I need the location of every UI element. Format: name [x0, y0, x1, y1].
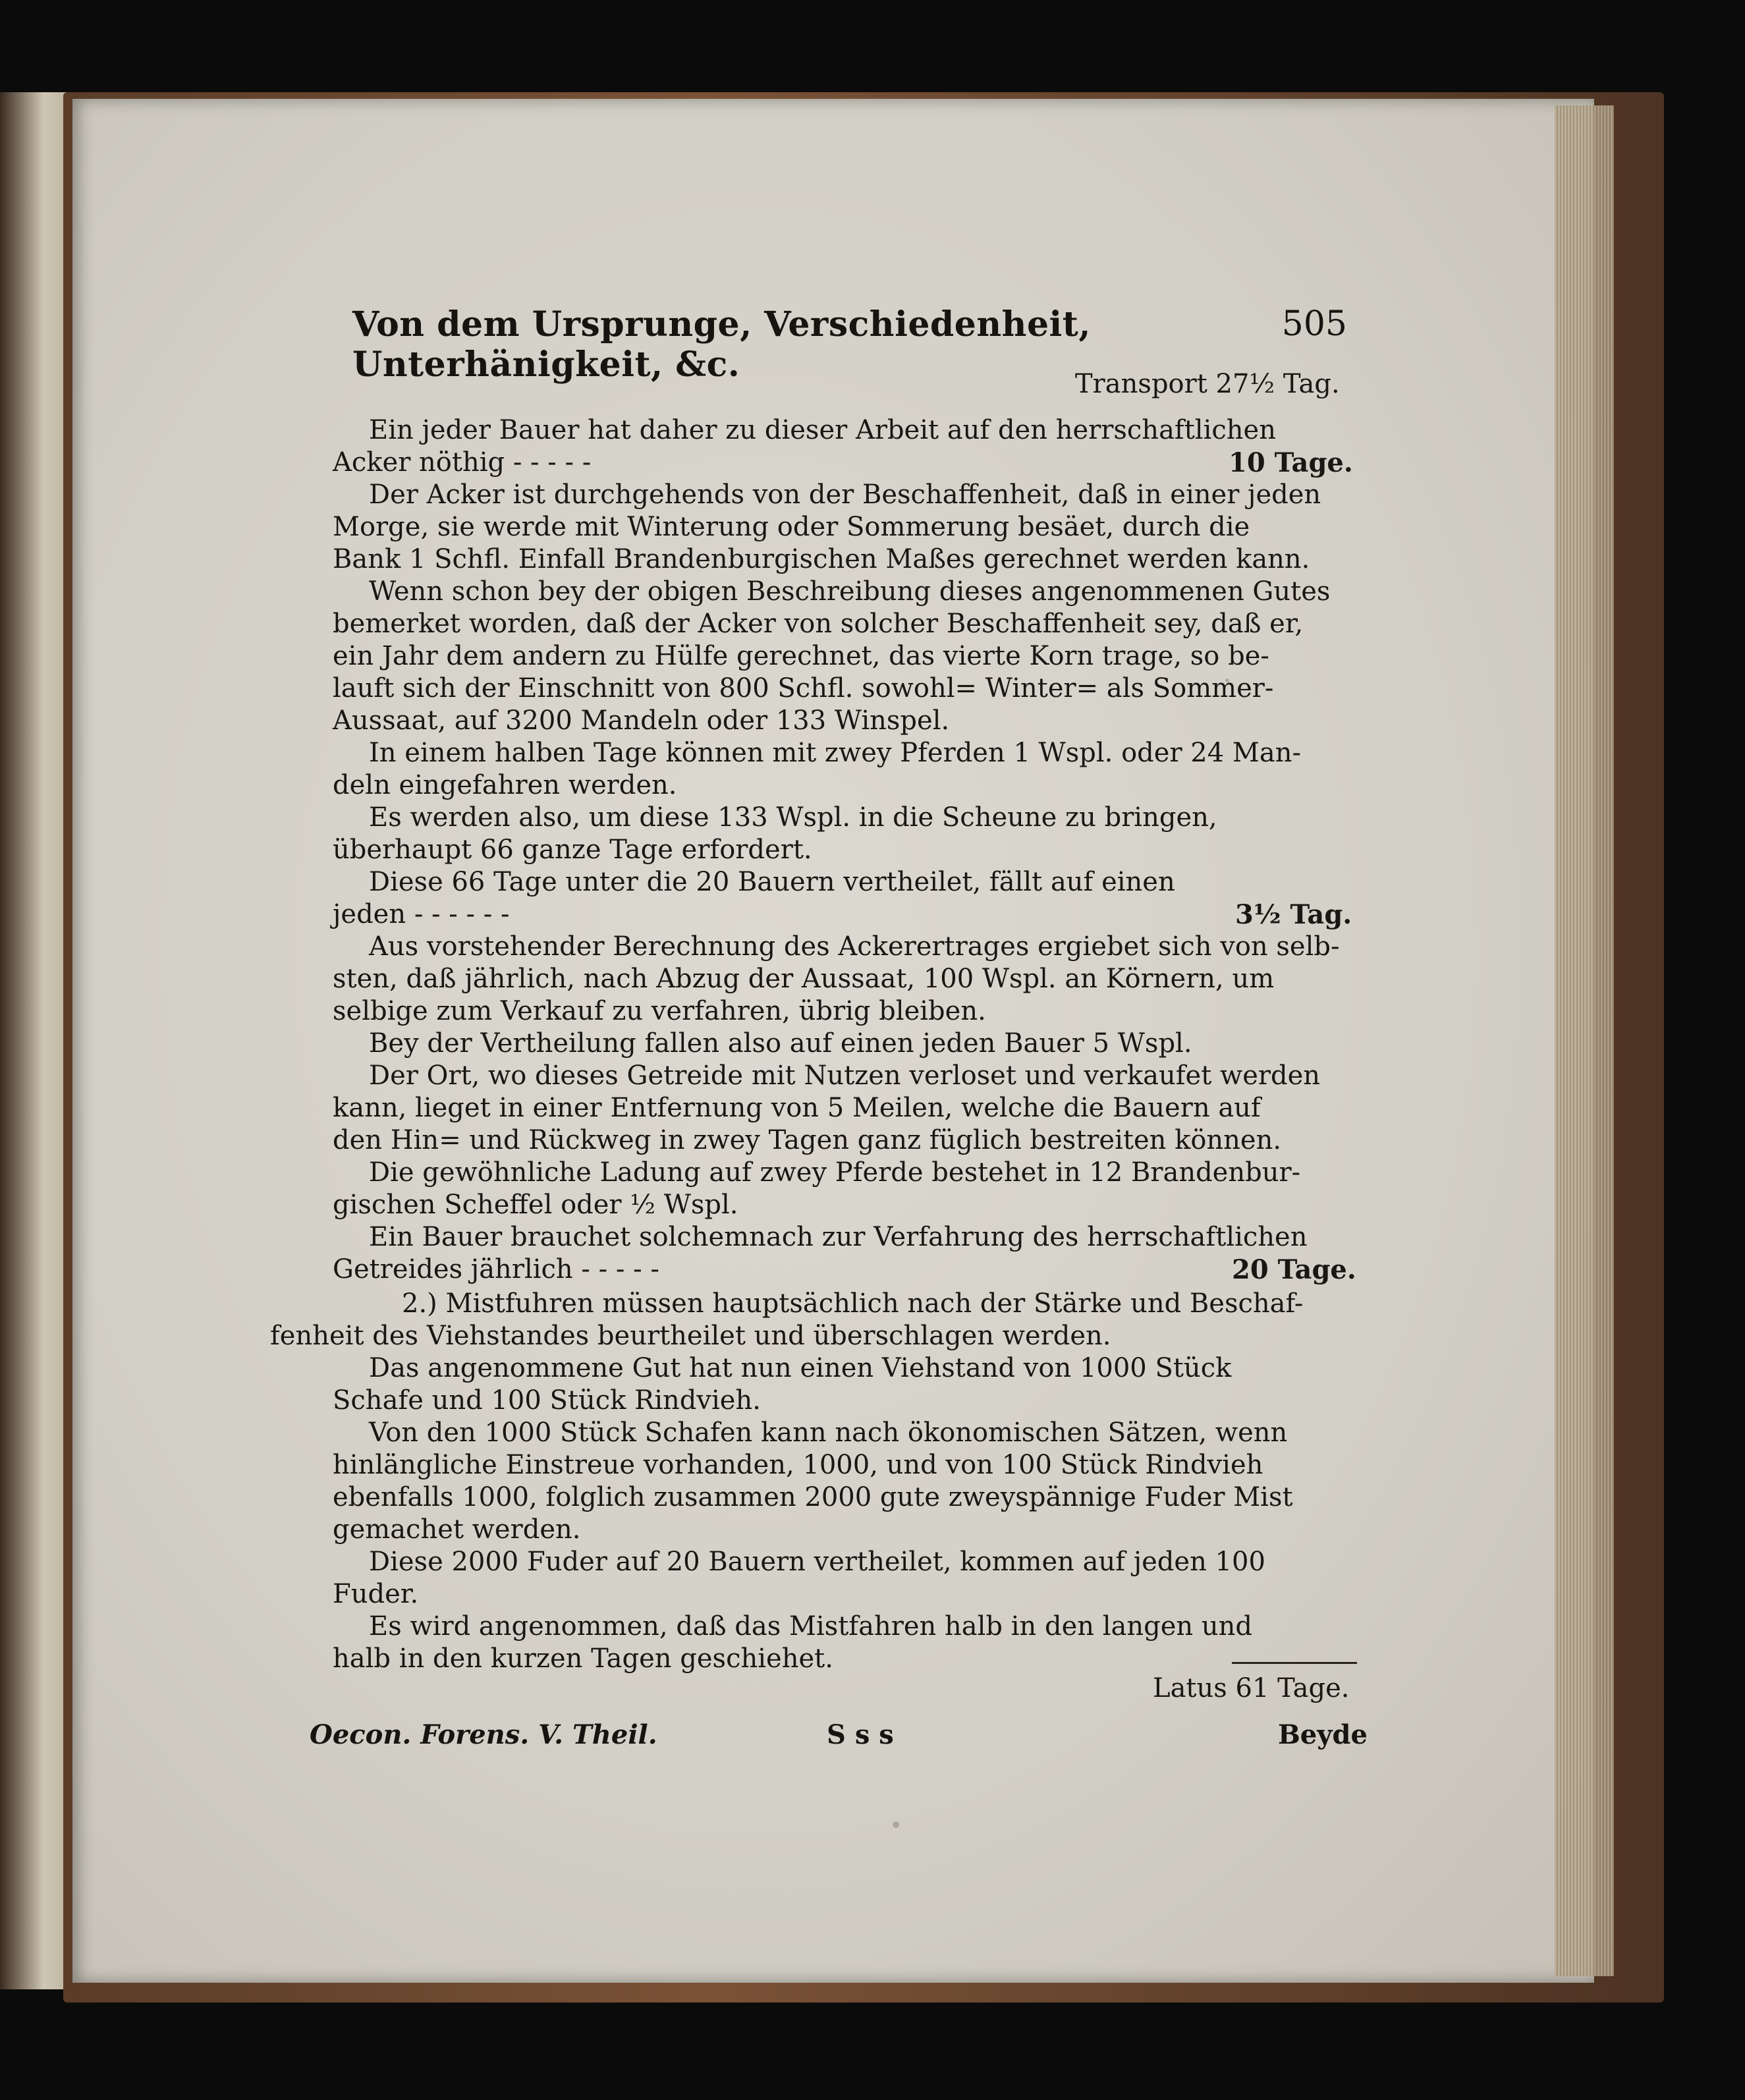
text-line: Ein Bauer brauchet solchemnach zur Verfahrung des herrschaftlichen: [369, 1222, 1308, 1252]
footer-catchword: Beyde: [1278, 1719, 1368, 1750]
text-line: Getreides jährlich - - - - -: [333, 1254, 659, 1285]
text-line: Bey der Vertheilung fallen also auf einen jeden Bauer 5 Wspl.: [369, 1028, 1192, 1059]
text-line: Fuder.: [333, 1579, 419, 1609]
text-line: Aussaat, auf 3200 Mandeln oder 133 Winspel.: [333, 705, 950, 736]
text-line: Es wird angenommen, daß das Mistfahren halb in den langen und: [369, 1611, 1253, 1642]
text-line: Das angenommene Gut hat nun einen Viehstand von 1000 Stück: [369, 1353, 1232, 1383]
text-line: In einem halben Tage können mit zwey Pferden 1 Wspl. oder 24 Man-: [369, 738, 1301, 768]
text-line: deln eingefahren werden.: [333, 770, 677, 800]
running-header-title: Von dem Ursprunge, Verschiedenheit, Unterhänigkeit, &c.: [352, 304, 1091, 385]
text-line: ein Jahr dem andern zu Hülfe gerechnet, das vierte Korn trage, so be-: [333, 641, 1269, 671]
footer-signature: Oecon. Forens. V. Theil.: [310, 1719, 657, 1750]
text-line: jeden - - - - - -: [333, 899, 510, 929]
paper-speck: [893, 1821, 899, 1828]
text-line: Die gewöhnliche Ladung auf zwey Pferde bestehet in 12 Brandenbur-: [369, 1157, 1301, 1188]
text-line: Der Ort, wo dieses Getreide mit Nutzen verloset und verkaufet werden: [369, 1061, 1321, 1091]
text-line: Acker nöthig - - - - -: [333, 447, 592, 478]
margin-value-3: 20 Tage.: [1232, 1254, 1356, 1285]
text-line: Es werden also, um diese 133 Wspl. in die Scheune zu bringen,: [369, 802, 1217, 833]
sum-rule: [1232, 1662, 1357, 1664]
text-line: den Hin= und Rückweg in zwey Tagen ganz füglich bestreiten können.: [333, 1125, 1282, 1155]
text-line: selbige zum Verkauf zu verfahren, übrig bleiben.: [333, 996, 986, 1026]
text-line: sten, daß jährlich, nach Abzug der Aussaat, 100 Wspl. an Körnern, um: [333, 964, 1275, 994]
text-line: Morge, sie werde mit Winterung oder Sommerung besäet, durch die: [333, 512, 1250, 542]
text-line: kann, lieget in einer Entfernung von 5 Meilen, welche die Bauern auf: [333, 1093, 1261, 1123]
text-line: Bank 1 Schfl. Einfall Brandenburgischen Maßes gerechnet werden kann.: [333, 544, 1310, 574]
text-line: halb in den kurzen Tagen geschiehet.: [333, 1644, 833, 1674]
text-line: Ein jeder Bauer hat daher zu dieser Arbeit auf den herrschaftlichen: [369, 415, 1276, 445]
margin-value-2: 3½ Tag.: [1235, 899, 1352, 930]
text-line: Von den 1000 Stück Schafen kann nach ökonomischen Sätzen, wenn: [369, 1418, 1288, 1448]
text-line: hinlängliche Einstreue vorhanden, 1000, und von 100 Stück Rindvieh: [333, 1450, 1263, 1480]
text-line: lauft sich der Einschnitt von 800 Schfl. sowohl= Winter= als Sommer-: [333, 673, 1274, 704]
latus-line: Latus 61 Tage.: [1153, 1673, 1350, 1703]
page-number: 505: [1281, 304, 1347, 344]
text-line: Schafe und 100 Stück Rindvieh.: [333, 1385, 761, 1416]
text-line: gemachet werden.: [333, 1514, 581, 1545]
transport-line: Transport 27½ Tag.: [1075, 369, 1340, 399]
page-stack-edge: [1555, 105, 1614, 1976]
text-line: Diese 2000 Fuder auf 20 Bauern vertheilet, kommen auf jeden 100: [369, 1547, 1265, 1577]
text-line: Diese 66 Tage unter die 20 Bauern vertheilet, fällt auf einen: [369, 867, 1175, 897]
text-line: bemerket worden, daß der Acker von solcher Beschaffenheit sey, daß er,: [333, 609, 1304, 639]
text-line: gischen Scheffel oder ½ Wspl.: [333, 1190, 738, 1220]
text-line: Wenn schon bey der obigen Beschreibung dieses angenommenen Gutes: [369, 576, 1331, 607]
text-line: Der Acker ist durchgehends von der Beschaffenheit, daß in einer jeden: [369, 480, 1321, 510]
margin-value-1: 10 Tage.: [1229, 447, 1353, 478]
text-line: ebenfalls 1000, folglich zusammen 2000 gute zweyspännige Fuder Mist: [333, 1482, 1293, 1512]
text-line: fenheit des Viehstandes beurtheilet und überschlagen werden.: [270, 1321, 1111, 1351]
text-line: Aus vorstehender Berechnung des Ackerertrages ergiebet sich von selb-: [369, 931, 1340, 962]
paper-speck: [1225, 678, 1229, 682]
text-line: 2.) Mistfuhren müssen hauptsächlich nach der Stärke und Beschaf-: [402, 1288, 1304, 1319]
footer-sheet-mark: S s s: [827, 1719, 894, 1750]
text-line: überhaupt 66 ganze Tage erfordert.: [333, 835, 812, 865]
